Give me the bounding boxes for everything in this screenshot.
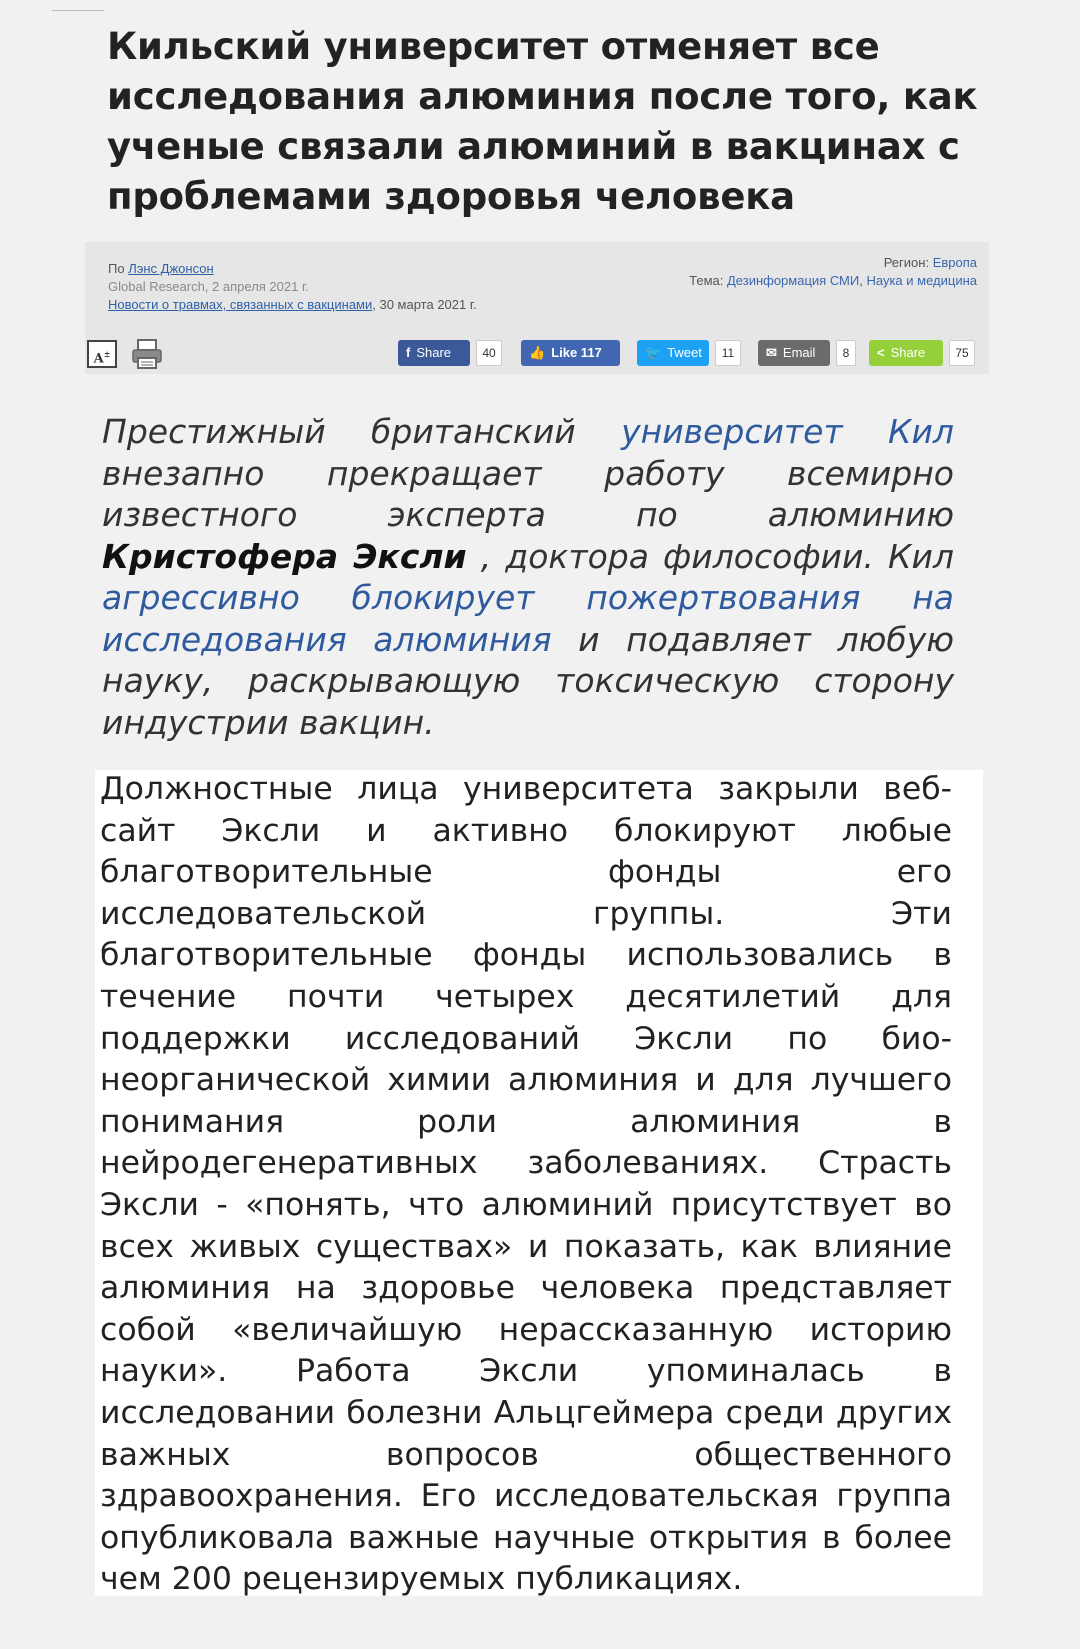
article-lead: Престижный британский университет Кил внезапно прекращает работу всемирно известного эксперта по алюминию Кристофера Эксли , доктора философии. Кил агрессивно блокирует пожертвования на исследования алюминия и подавляет любую науку, раскрывающую токсическую сторону индустрии вакцин. bbox=[102, 412, 955, 742]
region-link[interactable]: Европа bbox=[932, 255, 977, 270]
print-icon[interactable] bbox=[130, 338, 164, 370]
facebook-icon: f bbox=[406, 345, 411, 360]
email-count: 8 bbox=[836, 340, 856, 366]
topic-link-media[interactable]: Дезинформация СМИ bbox=[726, 273, 860, 288]
facebook-share-button[interactable]: f Share bbox=[398, 340, 470, 366]
twitter-tweet-button[interactable]: 🐦 Tweet bbox=[637, 340, 709, 366]
twitter-bird-icon: 🐦 bbox=[645, 345, 662, 360]
region-label: Регион: bbox=[883, 255, 930, 270]
topic-link-science[interactable]: Наука и медицина bbox=[866, 273, 977, 288]
share-icon: < bbox=[877, 345, 885, 360]
facebook-share-count: 40 bbox=[476, 340, 502, 366]
twitter-count: 11 bbox=[715, 340, 741, 366]
sharethis-count: 75 bbox=[949, 340, 975, 366]
meta-taxonomy bbox=[689, 254, 977, 290]
byline-prefix: По bbox=[108, 261, 125, 276]
facebook-like-button[interactable]: 👍 Like 117 bbox=[521, 340, 620, 366]
sharethis-button[interactable]: < Share bbox=[869, 340, 943, 366]
article-meta-box bbox=[85, 242, 989, 374]
related-date: , 30 марта 2021 г. bbox=[372, 297, 477, 312]
keele-university-link[interactable]: университет Кил bbox=[621, 412, 954, 451]
expert-name: Кристофера Эксли bbox=[102, 536, 467, 576]
article-headline: Кильский университет отменяет все исследования алюминия после того, как ученые связали алюминий в вакцинах с проблемами здоровья человека bbox=[107, 25, 978, 218]
font-size-icon[interactable]: A± bbox=[87, 340, 117, 368]
thumbs-up-icon: 👍 bbox=[529, 345, 546, 360]
source-date: Global Research, 2 апреля 2021 г. bbox=[108, 279, 309, 294]
related-news-link[interactable]: Новости о травмах, связанных с вакцинами bbox=[108, 297, 373, 312]
donations-blocked-link[interactable]: агрессивно блокирует пожертвования на исследования алюминия bbox=[102, 578, 954, 659]
site-logo bbox=[52, 0, 104, 11]
byline bbox=[108, 260, 477, 314]
topic-separator: , bbox=[859, 273, 863, 288]
article-body-paragraph: Должностные лица университета закрыли веб-сайт Эксли и активно блокируют любые благотворительные фонды его исследовательской группы. Эти благотворительные фонды использовались в течение почти четырех десятилетий для поддержки исследований Эксли по био-неорганической химии алюминия и для лучшего понимания роли алюминия в нейродегенеративных заболеваниях. Страсть Эксли - «понять, что алюминий присутствует во всех живых существах» и показать, как влияние алюминия на здоровье человека представляет собой «величайшую нерассказанную историю науки». Работа Эксли упоминалась в исследовании болезни Альцгеймера среди других важных вопросов общественного здравоохранения. Его исследовательская группа опубликовала важные научные открытия в более чем 200 рецензируемых публикациях. bbox=[100, 771, 952, 1598]
envelope-icon: ✉ bbox=[766, 345, 777, 360]
topic-label: Тема: bbox=[689, 273, 724, 288]
email-share-button[interactable]: ✉ Email bbox=[758, 340, 830, 366]
author-link[interactable]: Лэнс Джонсон bbox=[128, 261, 214, 276]
